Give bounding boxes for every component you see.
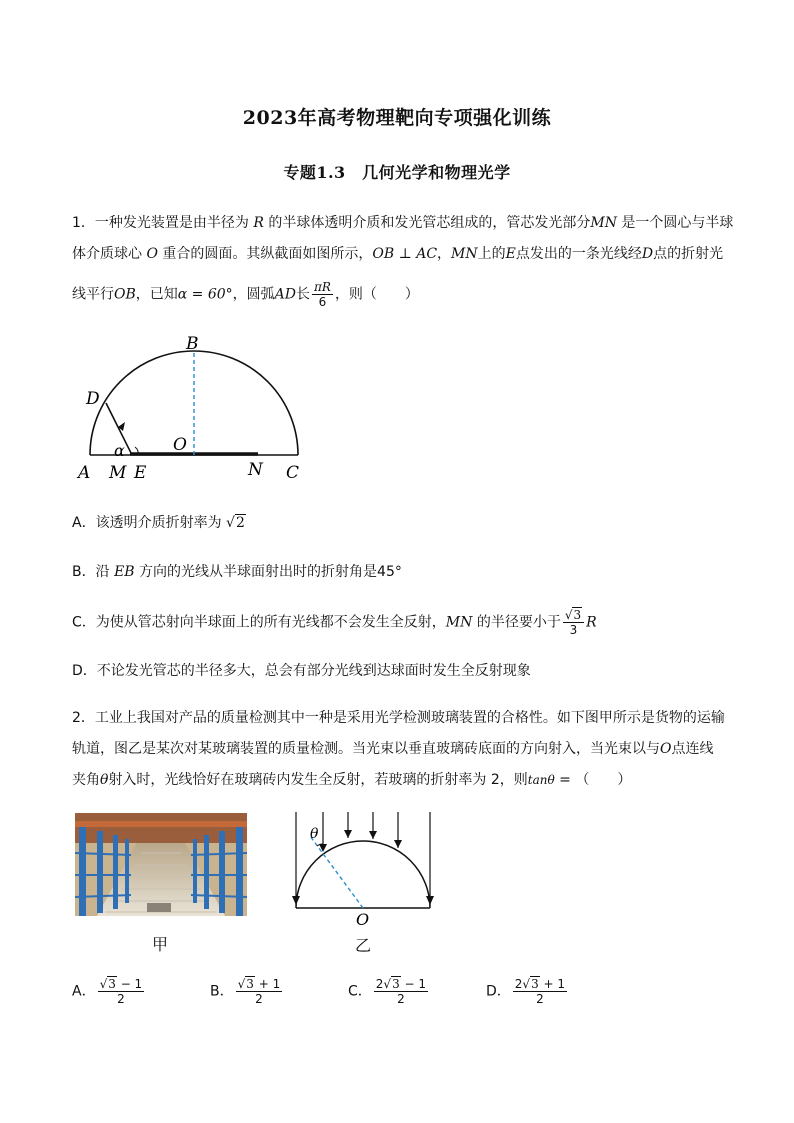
label-C: C [286, 463, 300, 483]
page-title: 2023年高考物理靶向专项强化训练 [242, 107, 552, 129]
q1-number: 1． [72, 215, 95, 231]
warehouse-photo [75, 813, 247, 916]
q2-option-b[interactable]: B． $\frac{√3 + 1}{2}$ [210, 977, 281, 1006]
q1-option-c[interactable]: C．为使从管芯射向半球面上的所有光线都不会发生全反射，MN 的半径要小于 $\frac{√3}{3}$ R [72, 608, 597, 637]
label-O: O [173, 435, 187, 455]
label-N: N [248, 460, 263, 480]
label-O2: O [356, 910, 370, 928]
label-M: M [109, 463, 127, 483]
q1-option-d[interactable]: D．不论发光管芯的半径多大，总会有部分光线到达球面时发生全反射现象 [72, 663, 531, 679]
q2-line-2: 轨道，图乙是某次对某玻璃装置的质量检测。当光束以垂直玻璃砖底面的方向射入，当光束以与O点连线 [72, 741, 714, 757]
label-B: B [186, 334, 199, 354]
caption-jia: 甲 [152, 935, 169, 954]
label-A: A [78, 463, 91, 483]
label-E: E [134, 463, 147, 483]
q2-number: 2． [72, 710, 95, 726]
q2-line-1: 2．工业上我国对产品的质量检测其中一种是采用光学检测玻璃装置的合格性。如下图甲所示是货物的运输 [72, 710, 725, 726]
q1-option-a[interactable]: A．该透明介质折射率为 √2 [72, 515, 245, 531]
hemisphere-figure [70, 330, 320, 490]
q1-line-1: 1．一种发光装置是由半径为 R 的半球体透明介质和发光管芯组成的，管芯发光部分MN 是一个圆心与半球 [72, 215, 734, 231]
label-D: D [86, 389, 100, 409]
q1-line-2: 体介质球心 O 重合的圆面。其纵截面如图所示，OB ⊥ AC，MN上的E点发出的一条光线经D点的折射光 [72, 246, 724, 262]
caption-yi: 乙 [355, 936, 372, 955]
label-alpha: α [114, 441, 125, 460]
q2-option-c[interactable]: C． $\frac{2√3 - 1}{2}$ [348, 977, 427, 1006]
arc-length-fraction: $\frac{\pi R}{6}$ [314, 280, 331, 309]
q1-line-3: 线平行OB，已知α = 60°，圆弧AD长 $\frac{\pi R}{6}$ ，则（ ） [72, 280, 419, 309]
q1-option-b[interactable]: B．沿 EB 方向的光线从半球面射出时的折射角是45° [72, 564, 402, 580]
section-title: 专题1.3 几何光学和物理光学 [283, 163, 511, 182]
glass-semicircle-figure [290, 808, 440, 928]
label-theta: θ [310, 826, 319, 842]
q2-option-a[interactable]: A． $\frac{√3 - 1}{2}$ [72, 977, 143, 1006]
q2-option-d[interactable]: D． $\frac{2√3 + 1}{2}$ [486, 977, 566, 1006]
q2-line-3: 夹角θ射入时，光线恰好在玻璃砖内发生全反射，若玻璃的折射率为 2，则tanθ = （ ） [72, 772, 632, 788]
